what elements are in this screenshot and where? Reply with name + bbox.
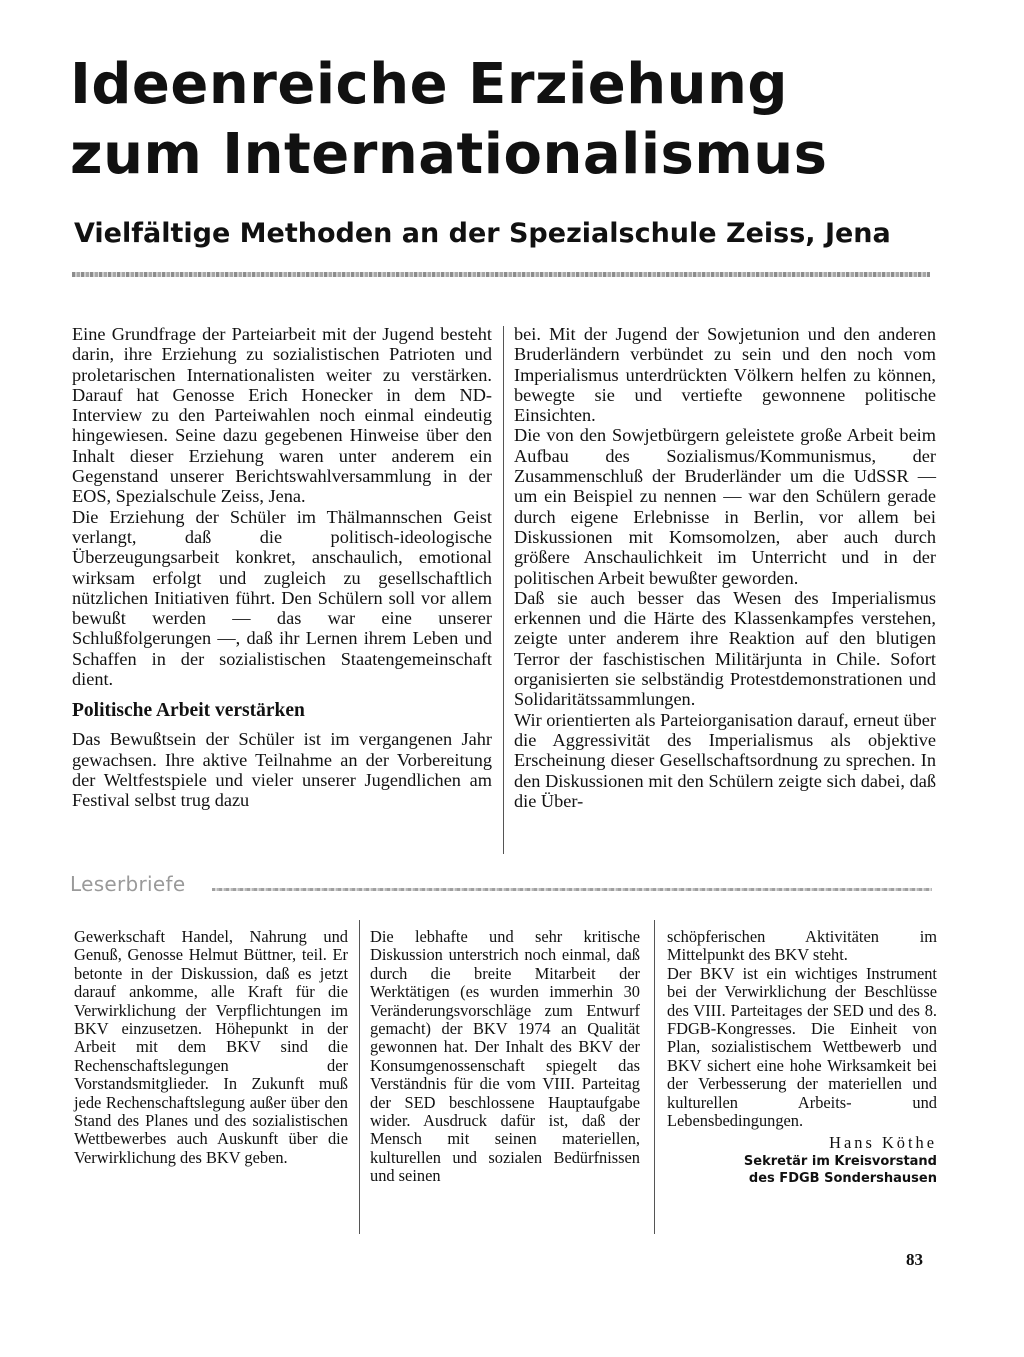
article-title-line-1: Ideenreiche Erziehung xyxy=(70,52,788,117)
article-column-2 xyxy=(514,324,936,811)
letter-paragraph: Der BKV ist ein wichtiges Instrument bei der Verwirklichung der Beschlüsse des VIII. Parteitages der SED und des 8. FDGB-Kongresses. Die Einheit von Plan, sozialistischem Wettbewerb und BKV sichert eine hohe Wirksamkeit bei der Verbesserung der materiellen und kulturellen Arbeits- und Lebensbedingungen. xyxy=(667,963,937,1131)
letter-paragraph: schöpferischen Aktivitäten im Mittelpunkt des BKV steht. xyxy=(667,927,937,965)
signature-role-line-1: Sekretär im Kreisvorstand xyxy=(743,1153,937,1169)
article-paragraph: Das Bewußtsein der Schüler ist im vergangenen Jahr gewachsen. Ihre aktive Teilnahme an der Vorbereitung der Weltfestspiele und vieler unserer Jugendlichen am Festival selbst trug dazu xyxy=(72,729,492,811)
letter-paragraph: Gewerkschaft Handel, Nahrung und Genuß, Genosse Helmut Büttner, teil. Er betonte in der Diskussion, daß es jetzt darauf ankomme, alle Kraft für die Verwirklichung der Verpflichtungen im BKV einzusetzen. Höhepunkt in der Arbeit mit dem BKV sind die Rechenschaftslegungen der Vorstandsmitglieder. In Zukunft muß jede Rechenschaftslegung außer über den Stand des Planes und des sozialistischen Wettbewerbes auch Auskunft über die Verwirklichung des BKV geben. xyxy=(74,927,348,1167)
letter-paragraph: Die lebhafte und sehr kritische Diskussion unterstrich noch einmal, daß durch die breite Mitarbeit der Werktätigen (es wurden immerhin 30 Veränderungsvorschläge zum Entwurf gemacht) der BKV 1974 an Qualität gewonnen hat. Der Inhalt des BKV der Konsumgenossenschaft spiegelt das Verständnis für die vom VIII. Parteitag der SED beschlossene Hauptaufgabe wider. Ausdruck dafür ist, daß der Mensch mit seinen materiellen, kulturellen und sozialen Bedürfnissen und seinen xyxy=(370,927,640,1186)
letter-column-1 xyxy=(74,928,348,1167)
letter-column-2 xyxy=(370,928,640,1186)
column-divider xyxy=(654,920,655,1234)
page-number: 83 xyxy=(906,1250,923,1269)
article-paragraph: Die von den Sowjetbürgern geleistete große Arbeit beim Aufbau des Sozialismus/Kommunismus, der Zusammenschluß der Bruderländer um die UdSSR — um ein Beispiel zu nennen — war den Schülern gerade durch eigene Erlebnisse in Berlin, vor allem bei Diskussionen mit Komsomolzen, aber auch durch größere Anschaulichkeit im Unterricht und in der politischen Arbeit bewußter geworden. xyxy=(514,425,936,588)
article-paragraph: Eine Grundfrage der Parteiarbeit mit der Jugend besteht darin, ihre Erziehung zu sozialistischen Patrioten und proletarischen Internationalisten weiter zu verstärken. Darauf hat Genosse Erich Honecker in dem ND-Interview zu den Parteiwahlen noch einmal eindeutig hingewiesen. Seine dazu gegebenen Hinweise über den Inhalt dieser Erziehung waren unter anderem ein Gegenstand unserer Berichtswahlversammlung in der EOS, Spezialschule Zeiss, Jena. xyxy=(72,324,492,507)
article-paragraph: bei. Mit der Jugend der Sowjetunion und den anderen Bruderländern verbündet zu sein und den noch vom Imperialismus unterdrückten Völkern helfen zu können, bewegte sie und vertiefte gewonnene politische Einsichten. xyxy=(514,324,936,426)
letters-rubric: Leserbriefe xyxy=(70,872,186,896)
article-paragraph: Wir orientierten als Parteiorganisation darauf, erneut über die Aggressivität des Imperialismus als objektive Erscheinung dieser Gesellschaftsordnung zu sprechen. In den Diskussionen mit den Schülern zeigte sich dabei, daß die Über- xyxy=(514,709,936,811)
top-divider-rule xyxy=(72,272,930,277)
article-subtitle: Vielfältige Methoden an der Spezialschule Zeiss, Jena xyxy=(74,218,891,249)
letter-column-3 xyxy=(667,928,937,1187)
article-title-line-2: zum Internationalismus xyxy=(70,122,828,187)
letters-divider-rule xyxy=(212,888,932,891)
article-column-1 xyxy=(72,324,492,811)
article-paragraph: Die Erziehung der Schüler im Thälmannschen Geist verlangt, daß die politisch-ideologische Überzeugungsarbeit konkret, anschaulich, emotional wirksam erfolgt und zugleich zu gesellschaftlich nützlichen Initiativen führt. Den Schülern soll vor allem bewußt werden — das war eine unserer Schlußfolgerungen —, daß ihr Lernen ihrem Leben und Schaffen in der sozialistischen Staatengemeinschaft dient. xyxy=(72,506,492,690)
article-title xyxy=(70,50,950,190)
signature-role-line-2: des FDGB Sondershausen xyxy=(748,1170,937,1186)
article-paragraph: Daß sie auch besser das Wesen des Imperialismus erkennen und die Härte des Klassenkampfes verstehen, zeigte unter anderem ihre Reaktion auf den blutigen Terror der faschistischen Militärjunta in Chile. Sofort organisierten sie selbständig Protestdemonstrationen und Solidaritätssammlungen. xyxy=(514,587,936,710)
column-divider xyxy=(503,326,504,854)
signature-name: Hans Köthe xyxy=(829,1133,937,1153)
section-heading: Politische Arbeit verstärken xyxy=(72,700,305,722)
column-divider xyxy=(359,920,360,1234)
